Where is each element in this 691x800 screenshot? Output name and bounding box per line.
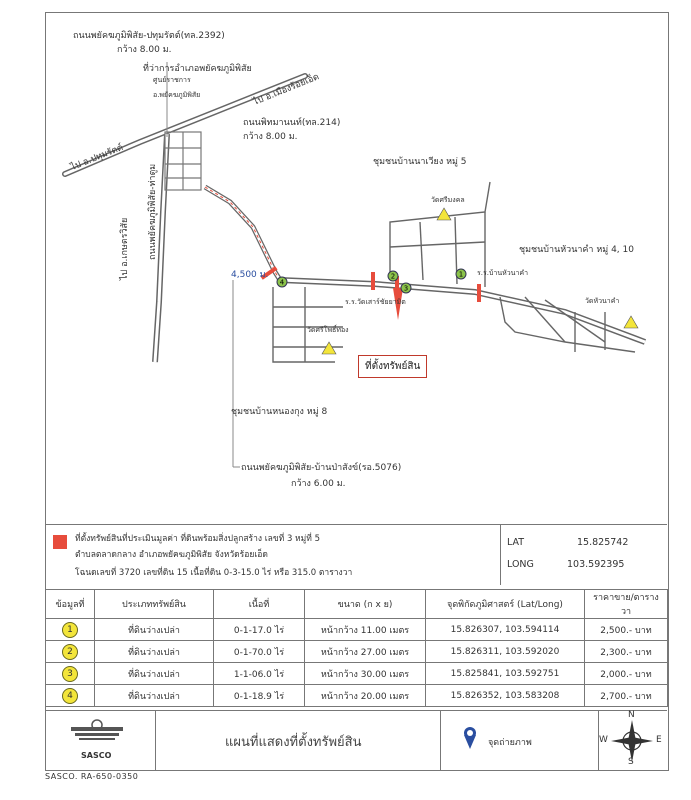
district-office-sub: อ.พยัคฆภูมิพิสัย [153, 91, 201, 99]
property-label: ที่ตั้งทรัพย์สิน [358, 355, 427, 378]
row-size: หน้ากว้าง 30.00 เมตร [305, 663, 426, 685]
long-label: LONG [507, 559, 534, 570]
comparable-3-marker: 3 [403, 284, 409, 293]
document-code: SASCO. RA-650-0350 [45, 772, 139, 781]
compass-cell [598, 711, 667, 770]
temple-east-label: วัดหัวนาคำ [585, 297, 620, 305]
row-number-badge: 4 [62, 688, 78, 704]
row-coord: 15.826311, 103.592020 [426, 641, 585, 663]
row-area: 0-1-18.9 ไร่ [214, 685, 305, 707]
village-north-label: ชุมชนบ้านนาเวียง หมู่ 5 [373, 157, 467, 167]
table-row [46, 641, 668, 663]
compass-w: W [599, 735, 608, 745]
village-east-label: ชุมชนบ้านหัวนาคำ หมู่ 4, 10 [519, 245, 634, 255]
property-info-line3: โฉนดเลขที่ 3720 เลขที่ดิน 15 เนื้อที่ดิน 0-3-15.0 ไร่ หรือ 315.0 ตารางวา [75, 568, 353, 578]
photo-point-icon [460, 725, 480, 751]
row-type: ที่ดินว่างเปล่า [95, 619, 214, 641]
header-coord: จุดพิกัดภูมิศาสตร์ (Lat/Long) [426, 590, 585, 619]
logo-cell [45, 711, 156, 770]
row-size: หน้ากว้าง 27.00 เมตร [305, 641, 426, 663]
sasco-logo-icon [67, 717, 127, 747]
map-title: แผนที่แสดงที่ตั้งทรัพย์สิน [225, 735, 362, 750]
comparable-4-marker: 4 [279, 278, 285, 287]
to-patumrat-label: ไป อ.ปทุมรัตต์ [69, 142, 125, 173]
location-map [45, 12, 667, 524]
road-south-name: ถนนพยัคฆภูมิพิสัย-บ้านป่าสังข์(รอ.5076) [241, 463, 402, 473]
row-price: 2,700.- บาท [585, 685, 668, 707]
to-kaset-label: ไป อ.เกษตรวิสัย [120, 217, 130, 280]
comparables-table [45, 589, 668, 707]
government-center-label: ศูนย์ราชการ [153, 76, 191, 84]
row-type: ที่ดินว่างเปล่า [95, 641, 214, 663]
logo-text: SASCO [81, 751, 112, 760]
to-roiet-label: ไป อ.เมืองร้อยเอ็ด [252, 72, 321, 108]
row-price: 2,300.- บาท [585, 641, 668, 663]
comparable-2-marker: 2 [390, 272, 396, 281]
table-header [46, 590, 668, 619]
row-number-badge: 1 [62, 622, 78, 638]
road-mid-width: กว้าง 8.00 ม. [243, 132, 298, 142]
road-vertical-label: ถนนพยัคฆภูมิพิสัย-ท่าตูม [148, 163, 158, 260]
compass-s: S [628, 757, 634, 767]
row-coord: 15.826307, 103.594114 [426, 619, 585, 641]
map-footer [45, 710, 667, 770]
road-north-width: กว้าง 8.00 ม. [117, 45, 172, 55]
legend-cell [440, 711, 599, 770]
temple-west-label: วัดศรีโพธิ์ทอง [307, 326, 349, 334]
header-area: เนื้อที่ [214, 590, 305, 619]
header-price: ราคาขาย/ตารางวา [585, 590, 668, 619]
header-type: ประเภททรัพย์สิน [95, 590, 214, 619]
row-area: 0-1-70.0 ไร่ [214, 641, 305, 663]
comparable-1-marker: 1 [458, 270, 464, 279]
road-network [45, 12, 667, 524]
header-size: ขนาด (ก x ย) [305, 590, 426, 619]
road-south-width: กว้าง 6.00 ม. [291, 479, 346, 489]
table-row [46, 663, 668, 685]
lat-label: LAT [507, 537, 525, 548]
row-coord: 15.825841, 103.592751 [426, 663, 585, 685]
row-number-badge: 3 [62, 666, 78, 682]
row-number-badge: 2 [62, 644, 78, 660]
long-value: 103.592395 [567, 559, 625, 570]
row-coord: 15.826352, 103.583208 [426, 685, 585, 707]
header-no: ข้อมูลที่ [46, 590, 95, 619]
property-info-line2: ตำบลตลาดกลาง อำเภอพยัคฆภูมิพิสัย จังหวัดร้อยเอ็ด [75, 550, 268, 560]
distance-label: 4,500 ม. [231, 270, 269, 280]
village-south-label: ชุมชนบ้านหนองกุง หมู่ 8 [231, 407, 328, 417]
property-legend-swatch [53, 535, 67, 549]
school-east-label: ร.ร.บ้านหัวนาคำ [477, 269, 529, 277]
row-price: 2,000.- บาท [585, 663, 668, 685]
compass-n: N [628, 710, 635, 720]
row-size: หน้ากว้าง 20.00 เมตร [305, 685, 426, 707]
compass-e: E [656, 735, 662, 745]
school-mid-label: ร.ร.วัดเสาร์ชัยยามิต [345, 298, 406, 306]
table-row [46, 685, 668, 707]
row-type: ที่ดินว่างเปล่า [95, 663, 214, 685]
row-size: หน้ากว้าง 11.00 เมตร [305, 619, 426, 641]
table-row [46, 619, 668, 641]
property-info-line1: ที่ตั้งทรัพย์สินที่ประเมินมูลค่า ที่ดินพร้อมสิ่งปลูกสร้าง เลขที่ 3 หมู่ที่ 5 [75, 534, 320, 544]
row-type: ที่ดินว่างเปล่า [95, 685, 214, 707]
property-info [45, 524, 667, 585]
district-office-label: ที่ว่าการอำเภอพยัคฆภูมิพิสัย [143, 64, 252, 74]
lat-value: 15.825742 [577, 537, 629, 548]
row-area: 0-1-17.0 ไร่ [214, 619, 305, 641]
road-north-name: ถนนพยัคฆภูมิพิสัย-ปทุมรัตต์(ทล.2392) [73, 31, 225, 41]
temple-north-label: วัดศรีมงคล [431, 196, 465, 204]
row-price: 2,500.- บาท [585, 619, 668, 641]
legend-label: จุดถ่ายภาพ [488, 738, 532, 748]
town-grid [165, 132, 201, 190]
title-cell [155, 711, 441, 770]
road-mid-name: ถนนพิทมานนท์(ทล.214) [243, 118, 341, 128]
property-description [45, 525, 501, 585]
row-area: 1-1-06.0 ไร่ [214, 663, 305, 685]
